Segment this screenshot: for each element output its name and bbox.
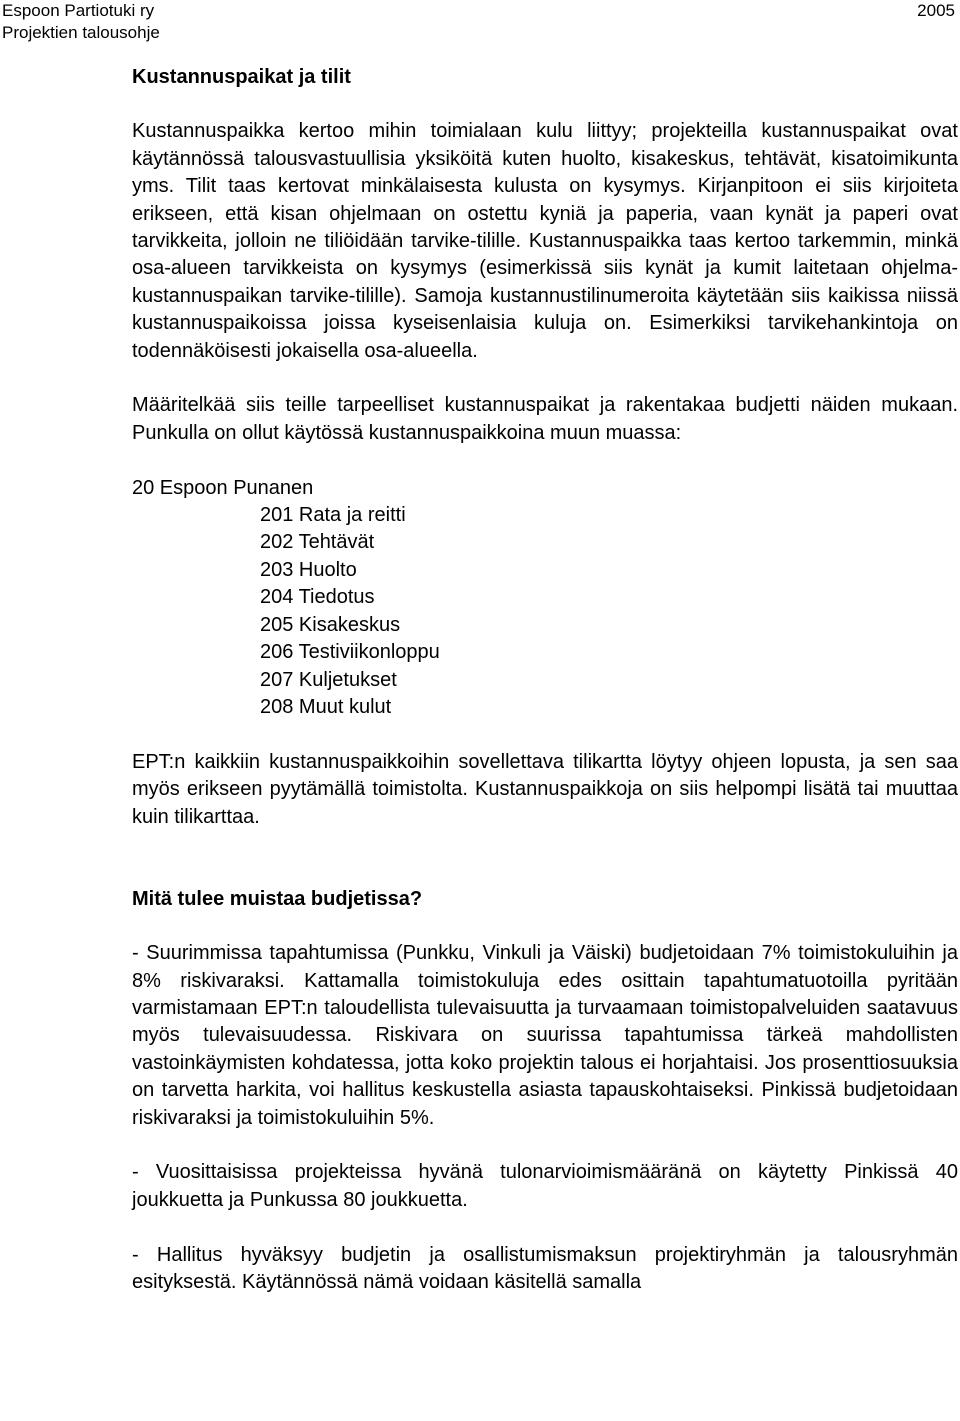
paragraph-team-estimates: - Vuosittaisissa projekteissa hyvänä tulonarvioimismääränä on käytetty Pinkissä 40 joukkuetta ja Punkussa 80 joukkuetta.	[132, 1161, 958, 1211]
spacer	[132, 447, 958, 474]
spacer	[132, 365, 958, 392]
header-org: Espoon Partiotuki ry	[2, 1, 155, 20]
paragraph-define-cost-centers: Määritelkää siis teille tarpeelliset kustannuspaikat ja rakentakaa budjetti näiden mukaan. Punkulla on ollut käytössä kustannuspaikkoina muun muassa:	[132, 394, 958, 444]
cost-center-list	[132, 502, 958, 721]
paragraph-office-costs-risk: - Suurimmissa tapahtumissa (Punkku, Vinkuli ja Väiski) budjetoidaan 7% toimistokuluihin ja 8% riskivaraksi. Kattamalla toimistokuluja edes osittain tapahtumatuotoilla pyritään varmistamaan EPT:n taloudellista tulevaisuutta ja turvaamaan toimistopalveluiden saatavuus myös tulevaisuudessa. Riskivara on suurissa tapahtumissa tärkeä mahdollisten vastoinkäymisten kohdatessa, jotta koko projektin talous ei horjahtaisi. Jos prosenttiosuuksia on tarvetta harkita, voi hallitus keskustella asiasta tapauskohtaiseksi. Pinkissä budjetoidaan riskivaraksi ja toimistokuluihin 5%.	[132, 942, 958, 1129]
cost-center-item: 208 Muut kulut	[260, 695, 392, 718]
document-body	[132, 64, 958, 1296]
cost-center-item: 205 Kisakeskus	[260, 613, 401, 636]
section-title-budget-reminders: Mitä tulee muistaa budjetissa?	[132, 887, 423, 910]
cost-center-item: 203 Huolto	[260, 558, 357, 581]
cost-center-main: 20 Espoon Punanen	[132, 476, 314, 499]
spacer	[132, 831, 958, 886]
cost-center-item: 202 Tehtävät	[260, 531, 375, 554]
spacer	[132, 1214, 958, 1241]
cost-center-item: 207 Kuljetukset	[260, 668, 397, 691]
header-left	[2, 0, 160, 44]
cost-center-item: 206 Testiviikonloppu	[260, 641, 440, 664]
header-year: 2005	[917, 1, 955, 20]
spacer	[132, 1132, 958, 1159]
cost-center-item: 204 Tiedotus	[260, 586, 375, 609]
paragraph-cost-centers-intro: Kustannuspaikka kertoo mihin toimialaan kulu liittyy; projekteilla kustannuspaikat ovat käytännössä talousvastuullisia yksiköitä kuten huolto, kisakeskus, tehtävät, kisatoimikunta yms. Tilit taas kertovat minkälaisesta kulusta on kysymys. Kirjanpitoon ei siis kirjoiteta erikseen, että kisan ohjelmaan on ostettu kyniä ja paperia, vaan kynät ja paperi ovat tarvikkeita, jolloin ne tiliöidään tarvike-tilille. Kustannuspaikka taas kertoo tarkemmin, minkä osa-alueen tarvikkeista on kysymys (esimerkissä siis kynät ja kumit laitetaan ohjelma-kustannuspaikan tarvike-tilille). Samoja kustannustilinumeroita käytetään siis kaikissa niissä kustannuspaikoissa joissa kyseisenlaisia kuluja on. Esimerkiksi tarvikehankintoja on todennäköisesti jokaisella osa-alueella.	[132, 120, 958, 362]
header-doc-title: Projektien talousohje	[2, 23, 160, 42]
cost-center-item: 201 Rata ja reitti	[260, 504, 406, 527]
paragraph-account-chart: EPT:n kaikkiin kustannuspaikkoihin sovellettava tilikartta löytyy ohjeen lopusta, ja sen saa myös erikseen pyytämällä toimistolta. Kustannuspaikkoja on siis helpompi lisätä tai muuttaa kuin tilikarttaa.	[132, 750, 958, 828]
section-title-cost-centers: Kustannuspaikat ja tilit	[132, 66, 351, 88]
spacer	[132, 721, 958, 748]
paragraph-board-approval: - Hallitus hyväksyy budjetin ja osallistumismaksun projektiryhmän ja talousryhmän esityksestä. Käytännössä nämä voidaan käsitellä samalla	[132, 1243, 958, 1293]
